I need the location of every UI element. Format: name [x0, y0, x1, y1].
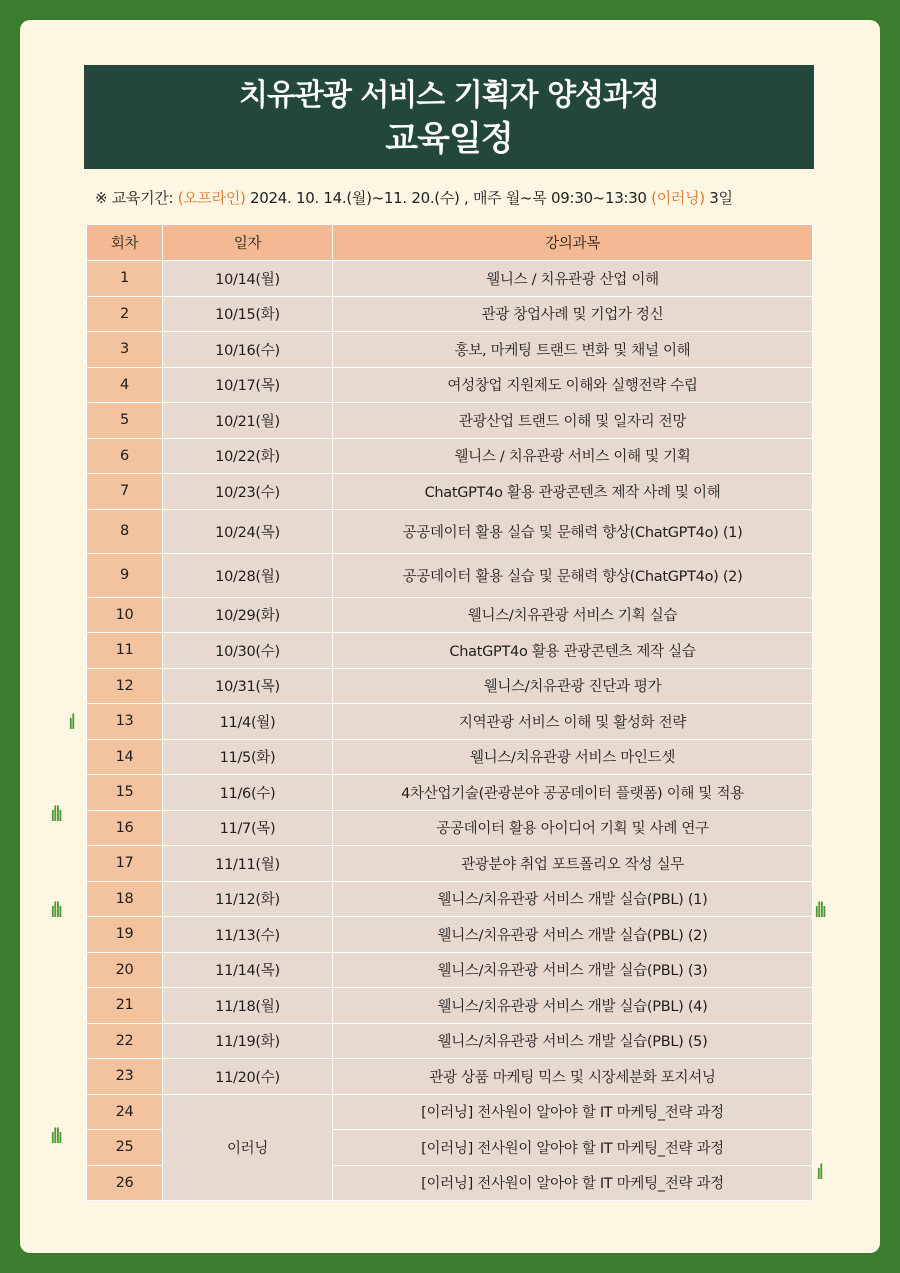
- session-date: 10/21(월): [163, 403, 333, 439]
- session-subject: [이러닝] 전사원이 알아야 할 IT 마케팅_전략 과정: [333, 1094, 813, 1130]
- session-number: 19: [87, 917, 163, 953]
- session-number: 3: [87, 332, 163, 368]
- session-subject: [이러닝] 전사원이 알아야 할 IT 마케팅_전략 과정: [333, 1165, 813, 1201]
- table-row: [87, 704, 813, 740]
- session-number: 21: [87, 988, 163, 1024]
- session-date: 11/5(화): [163, 739, 333, 775]
- table-row: [87, 633, 813, 669]
- session-subject: 웰니스/치유관광 서비스 개발 실습(PBL) (1): [333, 881, 813, 917]
- elearning-duration: 3일: [704, 189, 733, 207]
- session-date: 10/28(월): [163, 553, 333, 597]
- session-subject: 관광산업 트랜드 이해 및 일자리 전망: [333, 403, 813, 439]
- session-number: 7: [87, 474, 163, 510]
- session-subject: 웰니스/치유관광 서비스 개발 실습(PBL) (4): [333, 988, 813, 1024]
- session-subject: 웰니스 / 치유관광 서비스 이해 및 기획: [333, 438, 813, 474]
- session-date: 10/31(목): [163, 668, 333, 704]
- session-number: 15: [87, 775, 163, 811]
- grass-decoration-icon: ıl: [68, 710, 74, 734]
- offline-schedule: 2024. 10. 14.(월)~11. 20.(수) , 매주 월~목 09:30~13:30: [245, 189, 652, 207]
- session-date: 10/24(목): [163, 509, 333, 553]
- header-session: 회차: [87, 225, 163, 261]
- table-row: [87, 846, 813, 882]
- table-row: [87, 332, 813, 368]
- session-date: 10/30(수): [163, 633, 333, 669]
- header-date: 일자: [163, 225, 333, 261]
- elearning-tag: (이러닝): [651, 189, 705, 207]
- session-number: 2: [87, 296, 163, 332]
- session-subject: 4차산업기술(관광분야 공공데이터 플랫폼) 이해 및 적용: [333, 775, 813, 811]
- table-row: [87, 988, 813, 1024]
- poster-frame: [20, 20, 880, 1253]
- course-title: 치유관광 서비스 기획자 양성과정: [238, 78, 660, 113]
- table-row: [87, 881, 813, 917]
- session-subject: 공공데이터 활용 아이디어 기획 및 사례 연구: [333, 810, 813, 846]
- session-subject: 공공데이터 활용 실습 및 문해력 향상(ChatGPT4o) (1): [333, 509, 813, 553]
- session-subject: 여성창업 지원제도 이해와 실행전략 수립: [333, 367, 813, 403]
- session-subject: ChatGPT4o 활용 관광콘텐츠 제작 실습: [333, 633, 813, 669]
- offline-tag: (오프라인): [177, 189, 246, 207]
- session-date: 11/4(월): [163, 704, 333, 740]
- session-date: 11/12(화): [163, 881, 333, 917]
- session-date: 이러닝: [163, 1094, 333, 1201]
- table-row: [87, 668, 813, 704]
- session-subject: 관광분야 취업 포트폴리오 작성 실무: [333, 846, 813, 882]
- session-date: 11/11(월): [163, 846, 333, 882]
- session-subject: 공공데이터 활용 실습 및 문해력 향상(ChatGPT4o) (2): [333, 553, 813, 597]
- grass-decoration-icon: ıl: [816, 1160, 822, 1184]
- title-banner: [84, 65, 814, 169]
- table-header-row: [87, 225, 813, 261]
- period-prefix: ※ 교육기간:: [95, 189, 178, 207]
- session-subject: 웰니스/치유관광 진단과 평가: [333, 668, 813, 704]
- session-number: 6: [87, 438, 163, 474]
- session-number: 11: [87, 633, 163, 669]
- session-number: 23: [87, 1059, 163, 1095]
- table-row: [87, 296, 813, 332]
- session-date: 10/29(화): [163, 597, 333, 633]
- session-subject: 웰니스 / 치유관광 산업 이해: [333, 261, 813, 297]
- session-subject: 웰니스/치유관광 서비스 개발 실습(PBL) (5): [333, 1023, 813, 1059]
- session-subject: 웰니스/치유관광 서비스 개발 실습(PBL) (3): [333, 952, 813, 988]
- table-row: [87, 438, 813, 474]
- grass-decoration-icon: ıllı: [50, 898, 61, 922]
- session-number: 13: [87, 704, 163, 740]
- table-row: [87, 810, 813, 846]
- table-row: [87, 261, 813, 297]
- table-row: [87, 403, 813, 439]
- session-number: 25: [87, 1130, 163, 1166]
- session-date: 11/13(수): [163, 917, 333, 953]
- session-subject: 홍보, 마케팅 트랜드 변화 및 채널 이해: [333, 332, 813, 368]
- session-subject: 웰니스/치유관광 서비스 마인드셋: [333, 739, 813, 775]
- session-subject: 지역관광 서비스 이해 및 활성화 전략: [333, 704, 813, 740]
- session-number: 22: [87, 1023, 163, 1059]
- grass-decoration-icon: ıllı: [50, 802, 61, 826]
- session-number: 26: [87, 1165, 163, 1201]
- session-date: 10/23(수): [163, 474, 333, 510]
- session-number: 8: [87, 509, 163, 553]
- session-number: 18: [87, 881, 163, 917]
- session-number: 10: [87, 597, 163, 633]
- table-row: [87, 952, 813, 988]
- table-row: [87, 1023, 813, 1059]
- session-subject: 웰니스/치유관광 서비스 개발 실습(PBL) (2): [333, 917, 813, 953]
- session-subject: 관광 상품 마케팅 믹스 및 시장세분화 포지셔닝: [333, 1059, 813, 1095]
- table-row: [87, 739, 813, 775]
- table-row: [87, 553, 813, 597]
- table-row: [87, 917, 813, 953]
- session-subject: ChatGPT4o 활용 관광콘텐츠 제작 사례 및 이해: [333, 474, 813, 510]
- session-date: 10/16(수): [163, 332, 333, 368]
- session-date: 11/18(월): [163, 988, 333, 1024]
- session-date: 10/14(월): [163, 261, 333, 297]
- session-number: 16: [87, 810, 163, 846]
- grass-decoration-icon: ıllı: [50, 1124, 61, 1148]
- schedule-heading: 교육일정: [385, 119, 513, 159]
- session-subject: 관광 창업사례 및 기업가 정신: [333, 296, 813, 332]
- session-date: 11/14(목): [163, 952, 333, 988]
- session-number: 5: [87, 403, 163, 439]
- session-date: 10/17(목): [163, 367, 333, 403]
- schedule-table: [86, 224, 813, 1201]
- session-number: 4: [87, 367, 163, 403]
- header-subject: 강의과목: [333, 225, 813, 261]
- table-body: [87, 261, 813, 1201]
- session-number: 14: [87, 739, 163, 775]
- session-date: 11/6(수): [163, 775, 333, 811]
- session-date: 11/20(수): [163, 1059, 333, 1095]
- table-row: [87, 1094, 813, 1130]
- table-row: [87, 775, 813, 811]
- table-row: [87, 509, 813, 553]
- table-row: [87, 597, 813, 633]
- session-subject: [이러닝] 전사원이 알아야 할 IT 마케팅_전략 과정: [333, 1130, 813, 1166]
- session-date: 10/22(화): [163, 438, 333, 474]
- session-number: 1: [87, 261, 163, 297]
- session-date: 11/19(화): [163, 1023, 333, 1059]
- session-number: 20: [87, 952, 163, 988]
- session-subject: 웰니스/치유관광 서비스 기획 실습: [333, 597, 813, 633]
- session-number: 9: [87, 553, 163, 597]
- session-number: 12: [87, 668, 163, 704]
- session-number: 24: [87, 1094, 163, 1130]
- table-row: [87, 474, 813, 510]
- table-row: [87, 1059, 813, 1095]
- session-date: 10/15(화): [163, 296, 333, 332]
- table-row: [87, 367, 813, 403]
- education-period: [95, 187, 733, 208]
- grass-decoration-icon: ıllı: [814, 898, 825, 922]
- session-date: 11/7(목): [163, 810, 333, 846]
- session-number: 17: [87, 846, 163, 882]
